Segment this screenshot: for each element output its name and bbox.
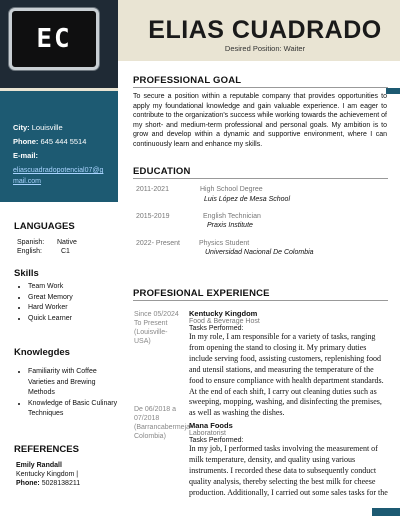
experience-dates: De 06/2018 a 07/2018 (Barrancabermeja-Colombia) (134, 406, 193, 440)
skill-item: • Hard Worker (28, 303, 73, 314)
skill-item: • Quick Learner (28, 314, 73, 325)
monogram-logo (9, 8, 99, 70)
experience-heading: PROFESIONAL EXPERIENCE (133, 288, 270, 299)
experience-company: Kentucky Kingdom (189, 309, 258, 318)
experience-description: In my role, I am responsible for a variety of tasks, ranging from opening the stand to closing it. My primary duties include serving food, assisting customers, replenishing food and utensil stations, and measuring the temperature of the food to ensure compliance with health department standards. At the end of each shift, I carry out cleaning duties such as sweeping, mopping, washing, and disinfecting the premises, as well as washing the dishes. (189, 332, 384, 418)
reference-company: Kentucky Kingdom | (16, 471, 79, 478)
education-school: Praxis Institute (207, 222, 253, 229)
education-title: Physics Student (199, 240, 250, 247)
knowledge-item: • Knowledge of Basic Culinary Techniques (28, 399, 118, 420)
knowledges-list (14, 367, 118, 420)
language-level: C1 (61, 248, 70, 255)
experience-company: Mana Foods (189, 421, 233, 430)
experience-tasks-label: Tasks Performed: (189, 437, 244, 444)
experience-entry (189, 309, 389, 419)
skills-list (14, 282, 73, 324)
skills-heading: Skills (14, 268, 39, 279)
references-heading: REFERENCES (14, 444, 79, 455)
city-label: City: (13, 123, 30, 132)
phone-label: Phone: (13, 137, 39, 146)
reference-name: Emily Randall (16, 462, 62, 469)
section-divider (133, 178, 388, 179)
email-label: E-mail: (13, 151, 39, 160)
education-school: Universidad Nacional De Colombia (205, 249, 314, 256)
experience-role: Laboratorist (189, 430, 226, 437)
education-dates: 2022- Present (136, 240, 180, 247)
language-row (17, 248, 91, 255)
candidate-name: ELIAS CUADRADO (148, 16, 382, 44)
education-title: High School Degree (200, 186, 263, 193)
section-divider (133, 300, 388, 301)
experience-dates: Since 05/2024 To Present (Louisville-USA) (134, 311, 179, 345)
language-name: Spanish: (17, 239, 45, 246)
languages-heading: LANGUAGES (14, 221, 75, 232)
experience-entry (189, 421, 389, 516)
education-dates: 2015-2019 (136, 213, 170, 220)
knowledges-heading: Knowlegdes (14, 347, 70, 358)
experience-description: In my job, I performed tasks involving the measurement of milk temperature, density, and quality using various instruments. I recorded these data to subsequently conduct quality analysis, thereby selecting the best milk for cheese production. Additionally, I carried out some sales tasks for the (189, 444, 388, 497)
contact-phone (13, 137, 86, 146)
goal-text: To secure a position within a reputable company that provides opportunities to apply my foundational knowledge and gain valuable experience. I am eager to contribute to the organization's success while working towards the achievement of my short- and medium-term professional and personal goals. My ambition is to grow and develop within a dynamic and supportive environment, where I can continuously learn and enhance my skills. (133, 93, 387, 148)
education-heading: EDUCATION (133, 166, 191, 177)
contact-email (13, 151, 38, 160)
phone-value: 645 444 5514 (40, 137, 87, 146)
language-row (17, 239, 87, 246)
education-school: Luis López de Mesa School (204, 196, 290, 203)
knowledge-item: • Familiarity with Coffee Varieties and Brewing Methods (28, 367, 118, 399)
city-value: Louisville (31, 123, 63, 132)
logo-text: EC (36, 24, 72, 54)
skill-item: • Team Work (28, 282, 73, 293)
desired-position: Desired Position: Waiter (224, 44, 306, 53)
sidebar-divider (0, 88, 118, 91)
language-level: Native (57, 239, 77, 246)
education-dates: 2011-2021 (136, 186, 169, 193)
education-title: English Technician (203, 213, 261, 220)
email-link[interactable]: eliascuadradopotencial07@gmail.com (13, 167, 104, 185)
skill-item: • Great Memory (28, 293, 73, 304)
goal-heading: PROFESSIONAL GOAL (133, 75, 242, 86)
language-name: English: (17, 248, 42, 255)
reference-phone-label: Phone: (16, 480, 40, 487)
experience-tasks-label: Tasks Performed: (189, 325, 244, 332)
reference-phone-value: 5028138211 (41, 480, 81, 487)
section-divider (133, 87, 388, 88)
contact-city (13, 123, 63, 132)
accent-bar (386, 88, 400, 94)
experience-role: Food & Beverage Host (189, 318, 260, 325)
reference-phone (16, 480, 80, 487)
